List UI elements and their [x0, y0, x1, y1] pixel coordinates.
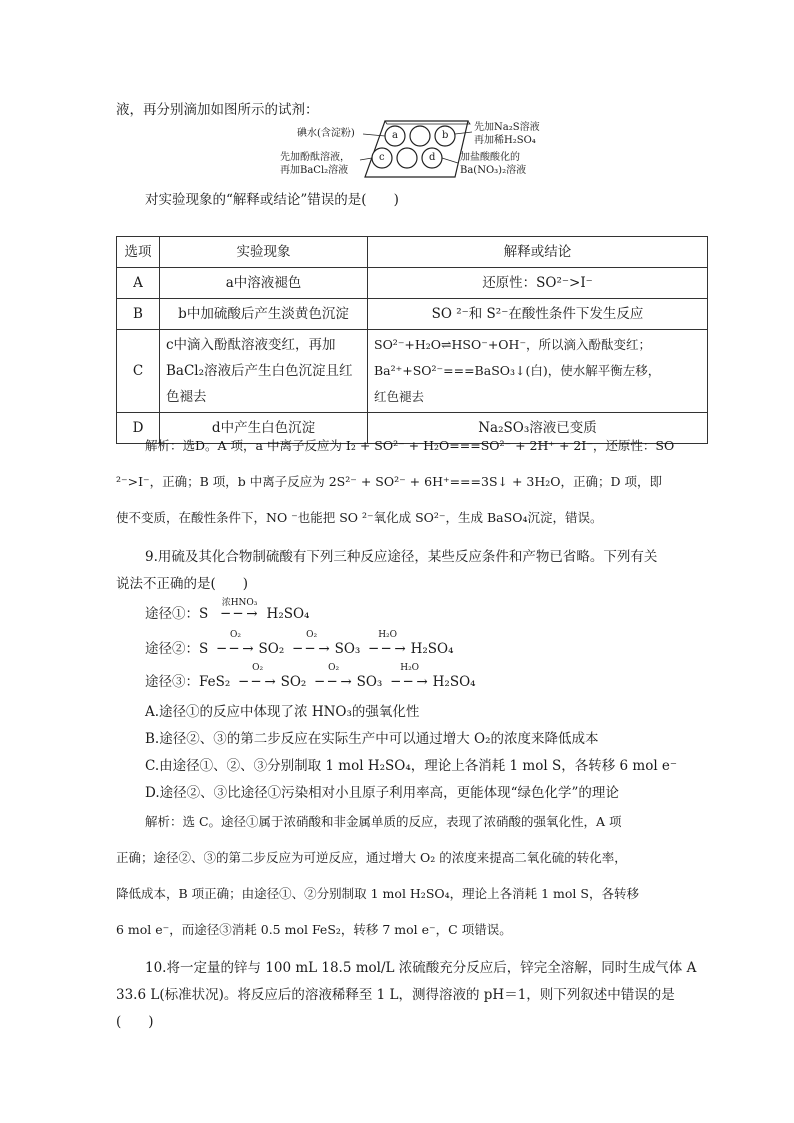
path-2 — [145, 630, 454, 657]
option-cell: C — [117, 330, 160, 413]
reagent-d-label-1: 加盐酸酸化的 — [460, 152, 520, 163]
reagent-b-label-2: 再加稀H₂SO₄ — [474, 135, 536, 146]
analysis-line: 6 mol e⁻，而途径③消耗 0.5 mol FeS₂，转移 7 mol e⁻，C 项错误。 — [116, 922, 512, 937]
analysis-line: 解析：选D。A 项，a 中离子反应为 I₂ + SO²⁻ + H₂O===SO²⁻ + 2H⁺ + 2I⁻，还原性：SO — [145, 438, 675, 453]
path-species: FeS₂ — [199, 674, 231, 690]
analysis-line: 解析：选 C。途径①属于浓硝酸和非金属单质的反应，表现了浓硝酸的强氧化性，A 项 — [145, 814, 622, 829]
explanation-line: 红色褪去 — [374, 389, 425, 404]
path-species: S — [199, 641, 209, 657]
arrow-reagent: O₂ — [230, 630, 242, 640]
explanation-cell: 还原性：SO²⁻>I⁻ — [368, 268, 708, 299]
phenomenon-cell: a中溶液褪色 — [160, 268, 368, 299]
q9-option-c: C.由途径①、②、③分别制取 1 mol H₂SO₄，理论上各消耗 1 mol S，各转移 6 mol e⁻ — [145, 758, 678, 774]
experiment-table — [116, 236, 708, 444]
arrow-reagent: O₂ — [328, 663, 340, 673]
path-1 — [145, 598, 310, 622]
explanation-line: Ba²⁺+SO²⁻===BaSO₃↓(白)，使水解平衡左移， — [374, 363, 661, 378]
table-row — [117, 330, 708, 413]
path-3 — [145, 663, 476, 690]
explanation-cell — [368, 330, 708, 413]
path-label: 途径②： — [145, 641, 199, 657]
reaction-arrow: O₂ ─ ─ → — [289, 641, 335, 657]
table-header-cell: 实验现象 — [160, 237, 368, 268]
q10-line: ( ) — [116, 1014, 154, 1030]
reaction-arrow: H₂O ─ ─ → — [365, 641, 411, 657]
q9-stem-line: 9.用硫及其化合物制硫酸有下列三种反应途径，某些反应条件和产物已省略。下列有关 — [145, 549, 658, 565]
phenomenon-line: c中滴入酚酞溶液变红，再加 — [166, 337, 336, 353]
table-header-cell: 选项 — [117, 237, 160, 268]
q9-stem-line: 说法不正确的是( ) — [116, 576, 249, 592]
table-header-row — [117, 237, 708, 268]
option-cell: D — [117, 413, 160, 444]
well-c-label: c — [379, 152, 385, 163]
question-line: 对实验现象的“解释或结论”错误的是( ) — [145, 192, 399, 208]
reagent-c-label-1: 先加酚酞溶液， — [280, 152, 350, 163]
spot-plate-figure — [0, 0, 794, 190]
phenomenon-cell: b中加硫酸后产生淡黄色沉淀 — [160, 299, 368, 330]
well-a-label: a — [392, 130, 398, 141]
option-cell: B — [117, 299, 160, 330]
explanation-cell: SO ²⁻和 S²⁻在酸性条件下发生反应 — [368, 299, 708, 330]
path-species: H₂SO₄ — [266, 606, 310, 622]
reagent-c-label-2: 再加BaCl₂溶液 — [280, 165, 349, 176]
phenomenon-line: 色褪去 — [166, 389, 207, 405]
well-d-label: d — [429, 152, 436, 163]
table-row — [117, 299, 708, 330]
q9-option-d: D.途径②、③比途径①污染相对小且原子利用率高，更能体现“绿色化学”的理论 — [145, 785, 619, 801]
explanation-line: SO²⁻+H₂O⇌HSO⁻+OH⁻，所以滴入酚酞变红； — [374, 337, 652, 352]
arrow-reagent: O₂ — [306, 630, 318, 640]
arrow-reagent: H₂O — [378, 630, 398, 640]
path-label: 途径①： — [145, 606, 199, 622]
q9-option-b: B.途径②、③的第二步反应在实际生产中可以通过增大 O₂的浓度来降低成本 — [145, 731, 599, 747]
spot-plate-diagram — [0, 0, 794, 190]
path-species: H₂SO₄ — [432, 674, 476, 690]
analysis-line: 正确；途径②、③的第二步反应为可逆反应，通过增大 O₂ 的浓度来提高二氧化硫的转化率， — [116, 850, 627, 865]
reaction-arrow: O₂ ─ ─ → — [213, 641, 259, 657]
reaction-arrow: O₂ ─ ─ → — [311, 674, 357, 690]
well-b-label: b — [442, 130, 449, 141]
phenomenon-cell — [160, 330, 368, 413]
reagent-a-label: 碘水(含淀粉) — [297, 128, 355, 139]
path-species: S — [199, 606, 209, 622]
path-species: SO₃ — [356, 674, 383, 690]
arrow-reagent: O₂ — [252, 663, 264, 673]
q9-option-a: A.途径①的反应中体现了浓 HNO₃的强氧化性 — [145, 704, 420, 720]
analysis-line: 降低成本，B 项正确；由途径①、②分别制取 1 mol H₂SO₄，理论上各消耗 1 mol S，各转移 — [116, 886, 639, 901]
path-species: SO₂ — [258, 641, 285, 657]
intro-line: 液，再分别滴加如图所示的试剂： — [116, 102, 319, 118]
reagent-d-label-2: Ba(NO₃)₂溶液 — [460, 165, 527, 176]
path-species: SO₃ — [334, 641, 361, 657]
reaction-arrow: 浓HNO₃ ─ ─ → — [213, 606, 267, 622]
explanation-cell: Na₂SO₃溶液已变质 — [368, 413, 708, 444]
path-species: H₂SO₄ — [410, 641, 454, 657]
table-row — [117, 268, 708, 299]
q10-line: 33.6 L(标准状况)。将反应后的溶液稀释至 1 L，测得溶液的 pH＝1，则下列叙述中错误的是 — [116, 987, 675, 1003]
phenomenon-line: BaCl₂溶液后产生白色沉淀且红 — [166, 363, 353, 379]
reaction-arrow: O₂ ─ ─ → — [235, 674, 281, 690]
reagent-b-label-1: 先加Na₂S溶液 — [474, 122, 540, 133]
path-label: 途径③： — [145, 674, 199, 690]
option-cell: A — [117, 268, 160, 299]
reaction-arrow: H₂O ─ ─ → — [387, 674, 433, 690]
table-header-cell: 解释或结论 — [368, 237, 708, 268]
arrow-reagent: H₂O — [400, 663, 420, 673]
analysis-line: ²⁻>I⁻，正确；B 项，b 中离子反应为 2S²⁻ + SO²⁻ + 6H⁺===3S↓ + 3H₂O，正确；D 项，即 — [116, 474, 663, 489]
q10-line: 10.将一定量的锌与 100 mL 18.5 mol/L 浓硫酸充分反应后，锌完全溶解，同时生成气体 A — [145, 960, 697, 976]
analysis-line: 使不变质，在酸性条件下，NO ⁻也能把 SO ²⁻氧化成 SO²⁻，生成 BaSO₄沉淀，错误。 — [116, 510, 603, 525]
phenomenon-cell: d中产生白色沉淀 — [160, 413, 368, 444]
path-species: SO₂ — [280, 674, 307, 690]
arrow-reagent: 浓HNO₃ — [221, 598, 258, 608]
